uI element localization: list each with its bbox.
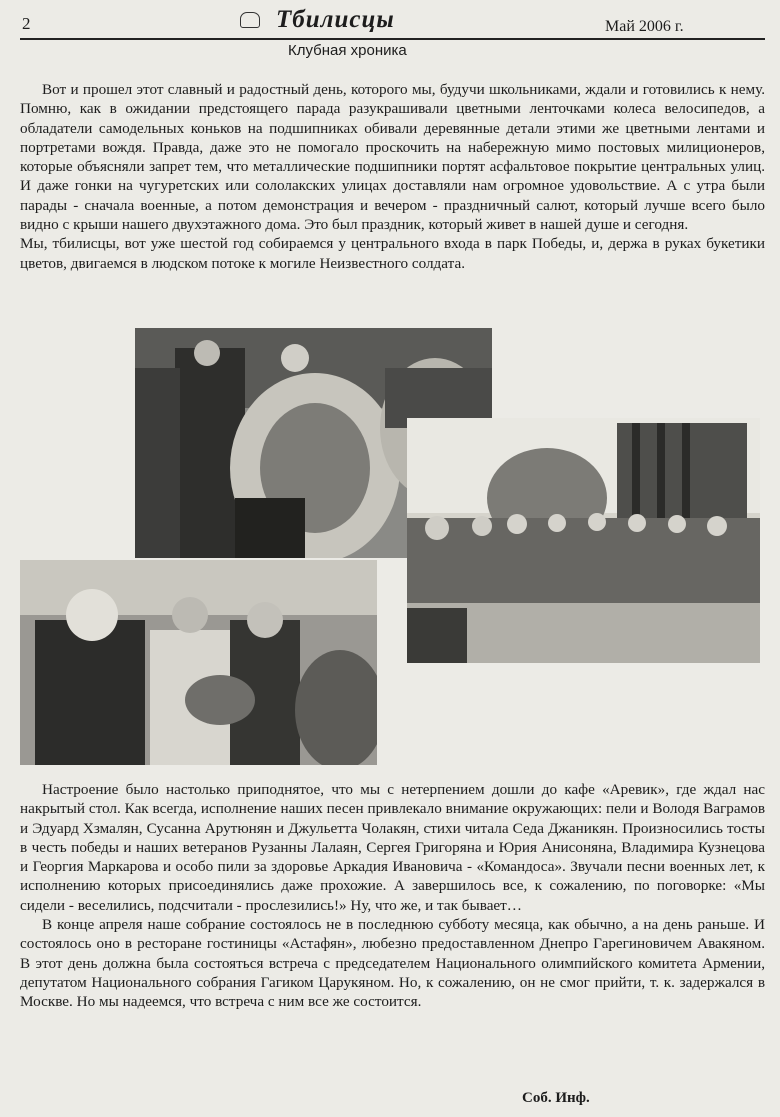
section-title: Клубная хроника <box>288 42 407 59</box>
paragraph-4: В конце апреля наше собрание состоялось не в последнюю субботу месяца, как обычно, а на день раньше. И состоялось оно в ресторане гостиницы «Астафян», любезно предоставленном Днепро Гарегиновичем Авакяном. В этот день должна была состояться встреча с председателем Национального олимпийского комитета Армении, депутатом Национального собрания Гагиком Царукяном. Но, к сожалению, он не смог прийти, т. к. задержался в Москве. Но мы надеемся, что встреча с ним все же состоится. <box>20 916 765 1011</box>
article-intro <box>20 80 765 273</box>
paragraph-3: Настроение было настолько приподнятое, что мы с нетерпением дошли до кафе «Аревик», где ждал нас накрытый стол. Как всегда, исполнение наших песен привлекало внимание окружающих: пели и Володя Ваграмов и Эдуард Хзмалян, Сусанна Арутюнян и Джульетта Чолакян, стихи читала Седа Джаникян. Произносились тосты в честь победы и наших ветеранов Рузанны Лалаян, Сергея Григоряна и Юрия Анисоняна, Владимира Кузнецова и Георгия Маркарова и особо пили за здоровье Аркадия Ивановича - «Командоса». Звучали песни военных лет, к исполнению которых присоединялись даже прохожие. А завершилось все, к сожалению, по поговорке: «Мы сидели - веселились, подсчитали - прослезились!» Ну, что же, и так бывает… <box>20 781 765 914</box>
masthead-emblem-icon <box>240 12 260 28</box>
masthead-title: Тбилисцы <box>276 6 395 33</box>
paragraph-1: Вот и прошел этот славный и радостный день, которого мы, будучи школьниками, ждали и готовились к нему. Помню, как в ожидании предстоящего парада разукрашивали цветными ленточками колеса велосипедов, а обладатели самодельных коньков на подшипниках обивали деревянные детали этими же цветными лентами и портретами вождя. Правда, даже это не помогало проскочить на набережную мимо постовых милиционеров, которые объясняли запрет тем, что металлические подшипники портят асфальтовое покрытие центральных улиц. И даже гонки на чугуретских или сололакских улицах доставляли нам огромное удовольствие. А с утра были парады - сначала военные, а потом демонстрация и вечером - праздничный салют, который лучше всего было видно с крыши нашего двухэтажного дома. Это был праздник, который живет в нашей душе и сегодня. <box>20 81 765 234</box>
signature: Соб. Инф. <box>522 1090 590 1106</box>
article-body <box>20 780 765 1012</box>
paragraph-2: Мы, тбилисцы, вот уже шестой год собираемся у центрального входа в парк Победы, и, держа в руках букетики цветов, двигаемся в людском потоке к могиле Неизвестного солдата. <box>20 235 765 272</box>
page-number: 2 <box>22 14 31 33</box>
photo-crowd-memorial <box>407 418 760 663</box>
header-rule <box>20 38 765 40</box>
issue-date: Май 2006 г. <box>605 18 684 35</box>
photo-veterans-flowers <box>20 560 377 765</box>
